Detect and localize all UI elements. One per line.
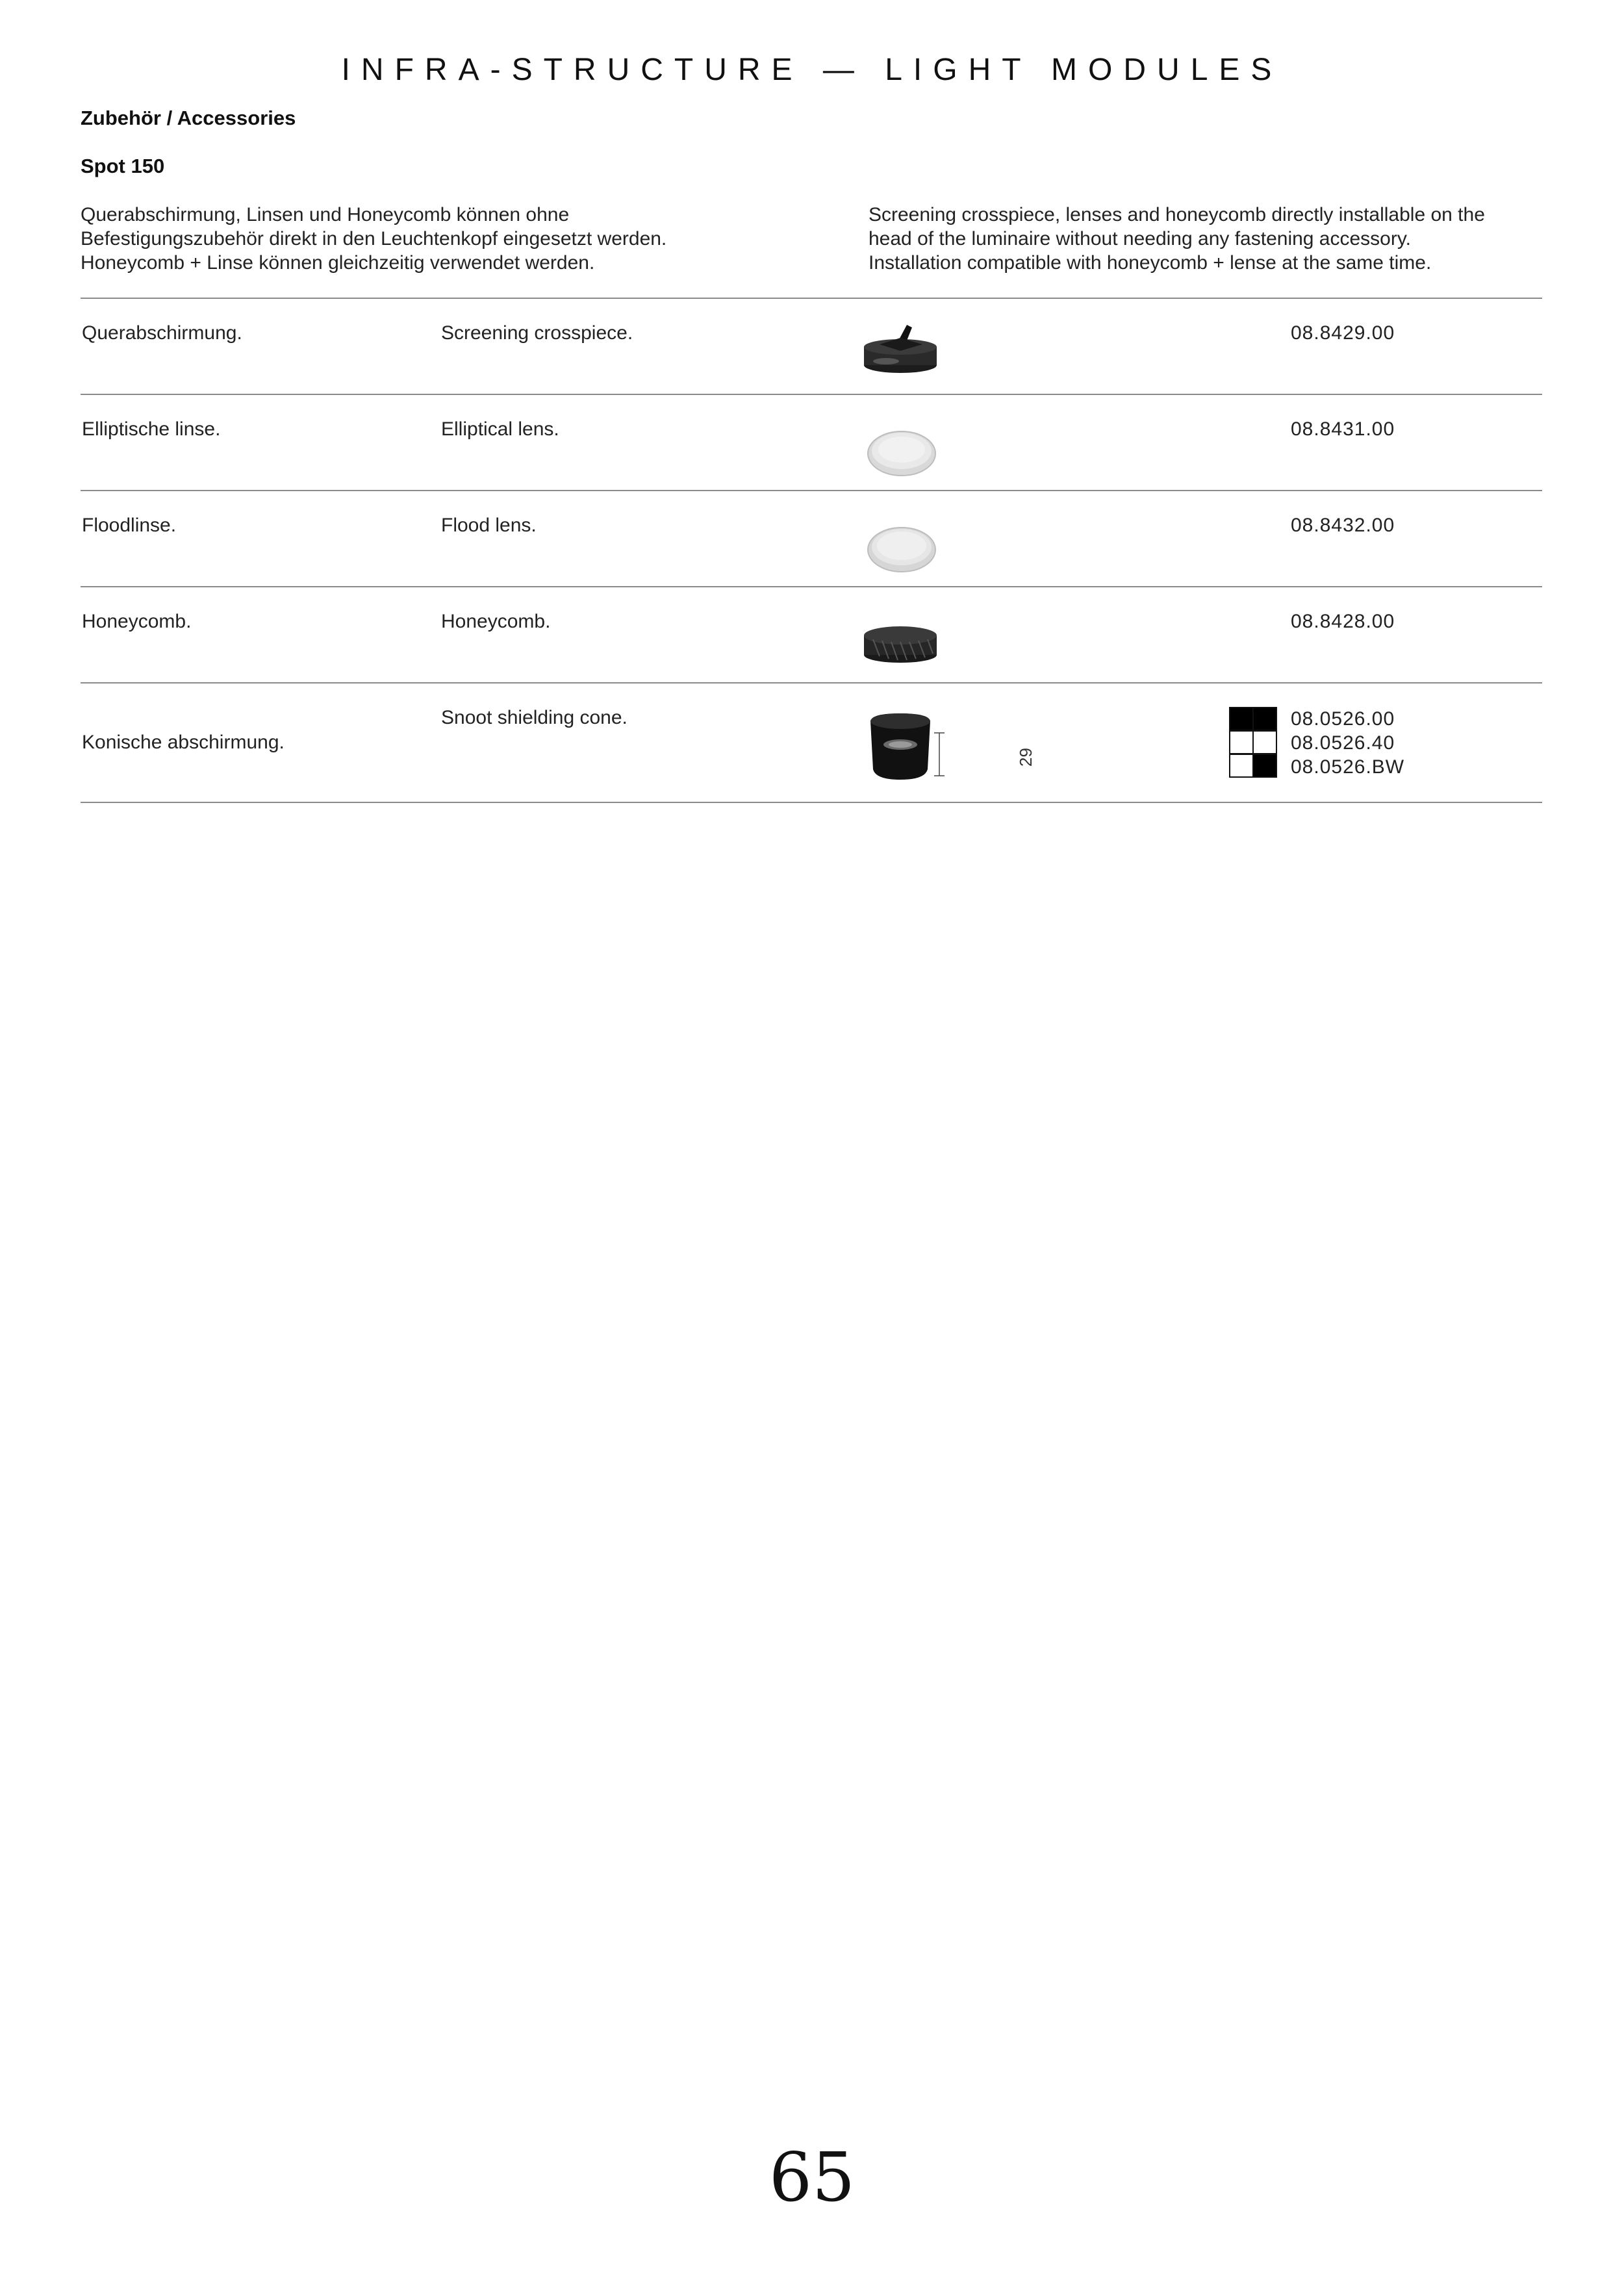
color-swatch-white-black <box>1252 754 1277 778</box>
color-swatch-black-black <box>1252 707 1277 731</box>
article-codes <box>1291 707 1404 779</box>
accessory-name-en: Flood lens. <box>441 515 537 536</box>
color-swatch-white-black <box>1229 754 1254 778</box>
article-code: 08.8431.00 <box>1291 418 1395 440</box>
article-code: 08.8432.00 <box>1291 515 1395 536</box>
intro-en-line: Installation compatible with honeycomb + lense at the same time. <box>869 252 1432 274</box>
page-header-title: INFRA-STRUCTURE — LIGHT MODULES <box>341 53 1283 87</box>
honeycomb-icon <box>860 607 951 672</box>
intro-german <box>81 203 828 275</box>
table-row <box>81 682 1542 803</box>
table-row <box>81 298 1542 394</box>
product-name: Spot 150 <box>81 155 165 177</box>
accessory-name-en: Screening crosspiece. <box>441 322 633 344</box>
color-swatches <box>1229 707 1278 780</box>
accessory-name-de: Querabschirmung. <box>82 322 242 344</box>
accessory-name-de: Elliptische linse. <box>82 418 221 440</box>
color-swatch-black-black <box>1229 707 1254 731</box>
elliptical-lens-icon <box>860 415 951 479</box>
intro-de-line: Querabschirmung, Linsen und Honeycomb können ohne <box>81 204 570 225</box>
accessory-name-de: Floodlinse. <box>82 515 177 536</box>
page-number: 65 <box>768 2138 856 2217</box>
intro-de-line: Honeycomb + Linse können gleichzeitig verwendet werden. <box>81 252 595 274</box>
dimension-label: 29 <box>1016 748 1035 767</box>
accessory-name-de: Honeycomb. <box>82 611 192 632</box>
table-row <box>81 490 1542 586</box>
section-title: Zubehör / Accessories <box>81 107 296 129</box>
color-swatch-white-white <box>1252 730 1277 754</box>
accessory-name-en: Honeycomb. <box>441 611 551 632</box>
article-code: 08.0526.BW <box>1291 756 1405 778</box>
article-code: 08.8428.00 <box>1291 611 1395 632</box>
accessory-name-en: Elliptical lens. <box>441 418 559 440</box>
accessories-table <box>81 298 1542 803</box>
snoot-cone-icon <box>860 707 951 785</box>
accessory-name-en: Snoot shielding cone. <box>441 707 628 728</box>
accessory-name-de: Konische abschirmung. <box>82 732 285 753</box>
intro-english <box>869 203 1557 275</box>
intro-de-line: Befestigungszubehör direkt in den Leuchtenkopf eingesetzt werden. <box>81 228 667 249</box>
intro-en-line: head of the luminaire without needing any fastening accessory. <box>869 228 1411 249</box>
article-code: 08.0526.40 <box>1291 732 1395 754</box>
screening-crosspiece-icon <box>860 318 951 383</box>
article-code: 08.8429.00 <box>1291 322 1395 344</box>
article-code: 08.0526.00 <box>1291 708 1395 730</box>
table-row <box>81 394 1542 490</box>
flood-lens-icon <box>860 511 951 576</box>
intro-en-line: Screening crosspiece, lenses and honeycomb directly installable on the <box>869 204 1485 225</box>
table-row <box>81 586 1542 682</box>
color-swatch-white-white <box>1229 730 1254 754</box>
